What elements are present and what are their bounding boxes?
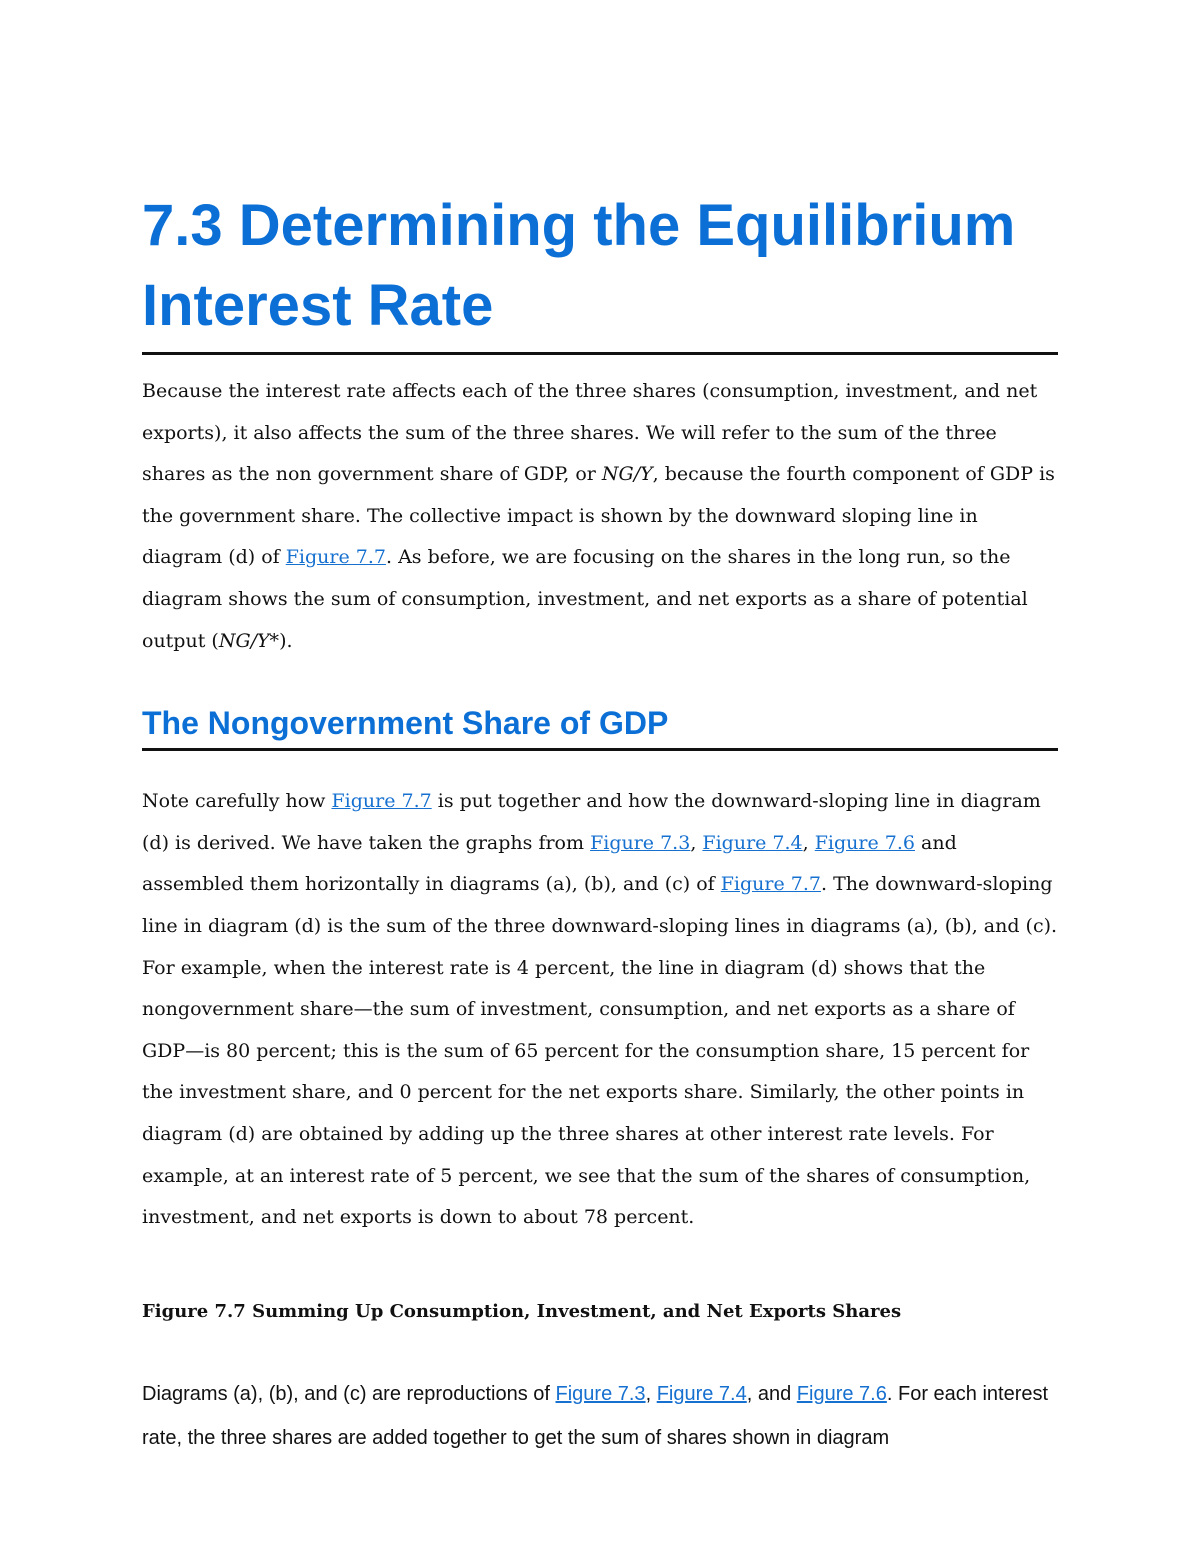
intro-paragraph [142,371,1058,662]
section-heading [142,186,1058,355]
figure-7-7-link[interactable]: Figure 7.7 [331,790,432,813]
text-run: , and [746,1382,797,1405]
text-run: . For each interest rate, the three shares are added together to get the sum of shares shown in diagram [142,1382,1049,1449]
figure-7-3-link[interactable]: Figure 7.3 [590,831,691,854]
text-run: is put together and how the downward-sloping line in diagram (d) is derived. We have taken the graphs from [142,790,1041,854]
nongovernment-share-paragraph [142,781,1058,1239]
figure-7-7-link[interactable]: Figure 7.7 [285,546,386,569]
figure-caption [142,1372,1058,1460]
text-run: , [645,1382,657,1405]
figure-7-3-link[interactable]: Figure 7.3 [555,1382,646,1405]
figure-7-7-link[interactable]: Figure 7.7 [720,873,821,896]
text-run: Diagrams (a), (b), and (c) are reproductions of [142,1382,556,1405]
text-run: Because the interest rate affects each of the three shares (consumption, investment, and net exports), it also affects the sum of the three shares. We will refer to the sum of the three shares as the non government share of GDP, or [142,380,1038,486]
figure-7-6-link[interactable]: Figure 7.6 [814,831,915,854]
text-run: . The downward-sloping line in diagram (d) is the sum of the three downward-sloping lines in diagrams (a), (b), and (c). For example, when the interest rate is 4 percent, the line in diagram (d) shows that the nongovernment share—the sum of investment, consumption, and net exports as a share of GDP—is 80 percent; this is the sum of 65 percent for the consumption share, 15 percent for the investment share, and 0 percent for the net exports share. Similarly, the other points in diagram (d) are obtained by adding up the three shares at other interest rate levels. For example, at an interest rate of 5 percent, we see that the sum of the shares of consumption, investment, and net exports is down to about 78 percent. [142,873,1058,1229]
section-heading-line1: 7.3 Determining the Equilibrium [142,193,1016,258]
section-heading-line2: Interest Rate [142,273,494,338]
figure-7-4-link[interactable]: Figure 7.4 [702,831,803,854]
text-run: , [802,831,815,854]
document-page [142,186,1058,1460]
text-run: . As before, we are focusing on the shares in the long run, so the diagram shows the sum of consumption, investment, and net exports as a share of potential output ( [142,546,1028,652]
figure-7-6-link[interactable]: Figure 7.6 [796,1382,887,1405]
text-run: , [690,831,703,854]
subsection-heading: The Nongovernment Share of GDP [142,700,1058,751]
figure-title: Figure 7.7 Summing Up Consumption, Investment, and Net Exports Shares [142,1300,902,1322]
figure-7-4-link[interactable]: Figure 7.4 [656,1382,747,1405]
text-run: Note carefully how [142,790,332,813]
text-run: , because the fourth component of GDP is the government share. The collective impact is shown by the downward sloping line in diagram (d) of [142,463,1055,569]
ng-y-term: NG/Y [601,463,653,486]
text-run: ). [279,629,293,652]
text-run: and assembled them horizontally in diagrams (a), (b), and (c) of [142,831,957,896]
ng-y-star-term: NG/Y* [218,629,280,652]
